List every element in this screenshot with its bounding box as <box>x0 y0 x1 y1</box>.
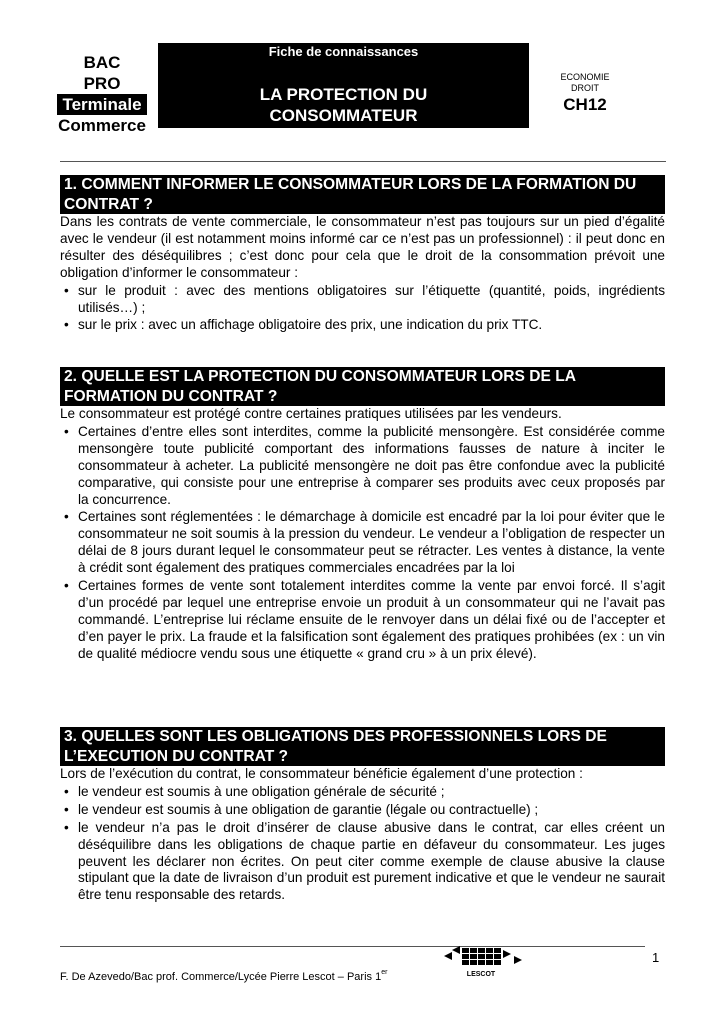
section-1-heading: 1. COMMENT INFORMER LE CONSOMMATEUR LORS DE LA FORMATION DU CONTRAT ? <box>60 175 665 214</box>
footer-divider <box>60 946 645 947</box>
level-pro: PRO <box>83 74 121 93</box>
header-level <box>50 52 154 136</box>
level-terminale: Terminale <box>57 94 146 115</box>
chapter-number: CH12 <box>563 95 607 114</box>
section-3-list <box>60 784 665 904</box>
header-subject <box>548 72 622 115</box>
list-item: • le vendeur est soumis à une obligation générale de sécurité ; <box>60 784 665 801</box>
list-item: • Certaines sont réglementées : le démarchage à domicile est encadré par la loi pour éviter que le consommateur ne soit soumis à la pression du vendeur. Le vendeur a l’obligation de respecter un délai de 8 jours durant lequel le consommateur peut se rétracter. Les ventes à distance, la vente à crédit sont également des pratiques commerciales encadrées par la loi <box>60 509 665 577</box>
section-2-list <box>60 424 665 663</box>
section-1-body <box>60 214 665 334</box>
list-item: • le vendeur n’a pas le droit d’insérer de clause abusive dans le contrat, car elles créent un déséquilibre dans les obligations de chaque partie en défaveur du consommateur. Les juges peuvent les déclarer non écrites. On peut citer comme exemple de clause abusive la clause stipulant que la date de livraison d’un produit est purement indicative et que le vendeur ne saurait être tenu responsable des retards. <box>60 820 665 905</box>
footer-credit <box>60 966 387 984</box>
page-title <box>158 84 529 126</box>
lescot-logo <box>440 944 530 984</box>
header-kicker: Fiche de connaissances <box>268 44 419 59</box>
subject-droit: DROIT <box>571 83 599 93</box>
list-item: • sur le produit : avec des mentions obligatoires sur l’étiquette (quantité, poids, ingrédients utilisés…) ; <box>60 283 665 317</box>
list-item: • Certaines d’entre elles sont interdites, comme la publicité mensongère. Est considérée comme mensongère toute publicité comportant des informations fausses de nature à inciter le consommateur à acheter. La publicité mensongère ne doit pas être confondue avec la publicité comparative, qui consiste pour une entreprise à comparer ses produits avec ceux proposés par la concurrence. <box>60 424 665 509</box>
footer-credit-text: F. De Azevedo/Bac prof. Commerce/Lycée Pierre Lescot – Paris 1 <box>60 971 382 983</box>
section-3-heading: 3. QUELLES SONT LES OBLIGATIONS DES PROFESSIONNELS LORS DE L’EXECUTION DU CONTRAT ? <box>60 727 665 766</box>
section-3-body <box>60 766 665 904</box>
header-divider <box>60 161 666 162</box>
section-3 <box>60 727 665 905</box>
section-3-intro: Lors de l’exécution du contrat, le consommateur bénéficie également d’une protection : <box>60 766 583 781</box>
section-2 <box>60 367 665 664</box>
header-title-box <box>158 43 529 128</box>
section-2-intro: Le consommateur est protégé contre certaines pratiques utilisées par les vendeurs. <box>60 406 562 421</box>
list-item: • Certaines formes de vente sont totalement interdites comme la vente par envoi forcé. Il s’agit d’un procédé par lequel une entreprise envoie un produit à un consommateur qui ne l’avait pas commandé. L’entreprise lui réclame ensuite de le renvoyer dans un délai fixé ou de l’accepter et d’en payer le prix. La fraude et la falsification sont également des pratiques prohibées (ex : un vin de qualité médiocre vendu sous une étiquette « grand cru » à un prix élevé). <box>60 578 665 663</box>
list-item: • le vendeur est soumis à une obligation de garantie (légale ou contractuelle) ; <box>60 802 665 819</box>
title-line-2: CONSOMMATEUR <box>269 106 418 125</box>
subject-economie: ECONOMIE <box>560 72 610 82</box>
page-number: 1 <box>652 950 660 965</box>
section-1 <box>60 175 665 335</box>
level-commerce: Commerce <box>58 116 146 135</box>
section-1-list <box>60 283 665 335</box>
level-bac: BAC <box>83 53 121 72</box>
list-item: • sur le prix : avec un affichage obligatoire des prix, une indication du prix TTC. <box>60 317 665 334</box>
section-2-heading: 2. QUELLE EST LA PROTECTION DU CONSOMMATEUR LORS DE LA FORMATION DU CONTRAT ? <box>60 367 665 406</box>
section-2-body <box>60 406 665 663</box>
footer-superscript: er <box>381 969 388 976</box>
logo-text: LESCOT <box>466 971 496 978</box>
title-line-1: LA PROTECTION DU <box>259 85 428 104</box>
section-1-intro: Dans les contrats de vente commerciale, le consommateur n’est pas toujours sur un pied d’égalité avec le vendeur (il est notamment moins informé car ce n’est pas un professionnel) : il peut donc en résulter des déséquilibres ; c’est donc pour cela que le droit de la consommation prévoit une obligation d’informer le consommateur : <box>60 214 665 280</box>
